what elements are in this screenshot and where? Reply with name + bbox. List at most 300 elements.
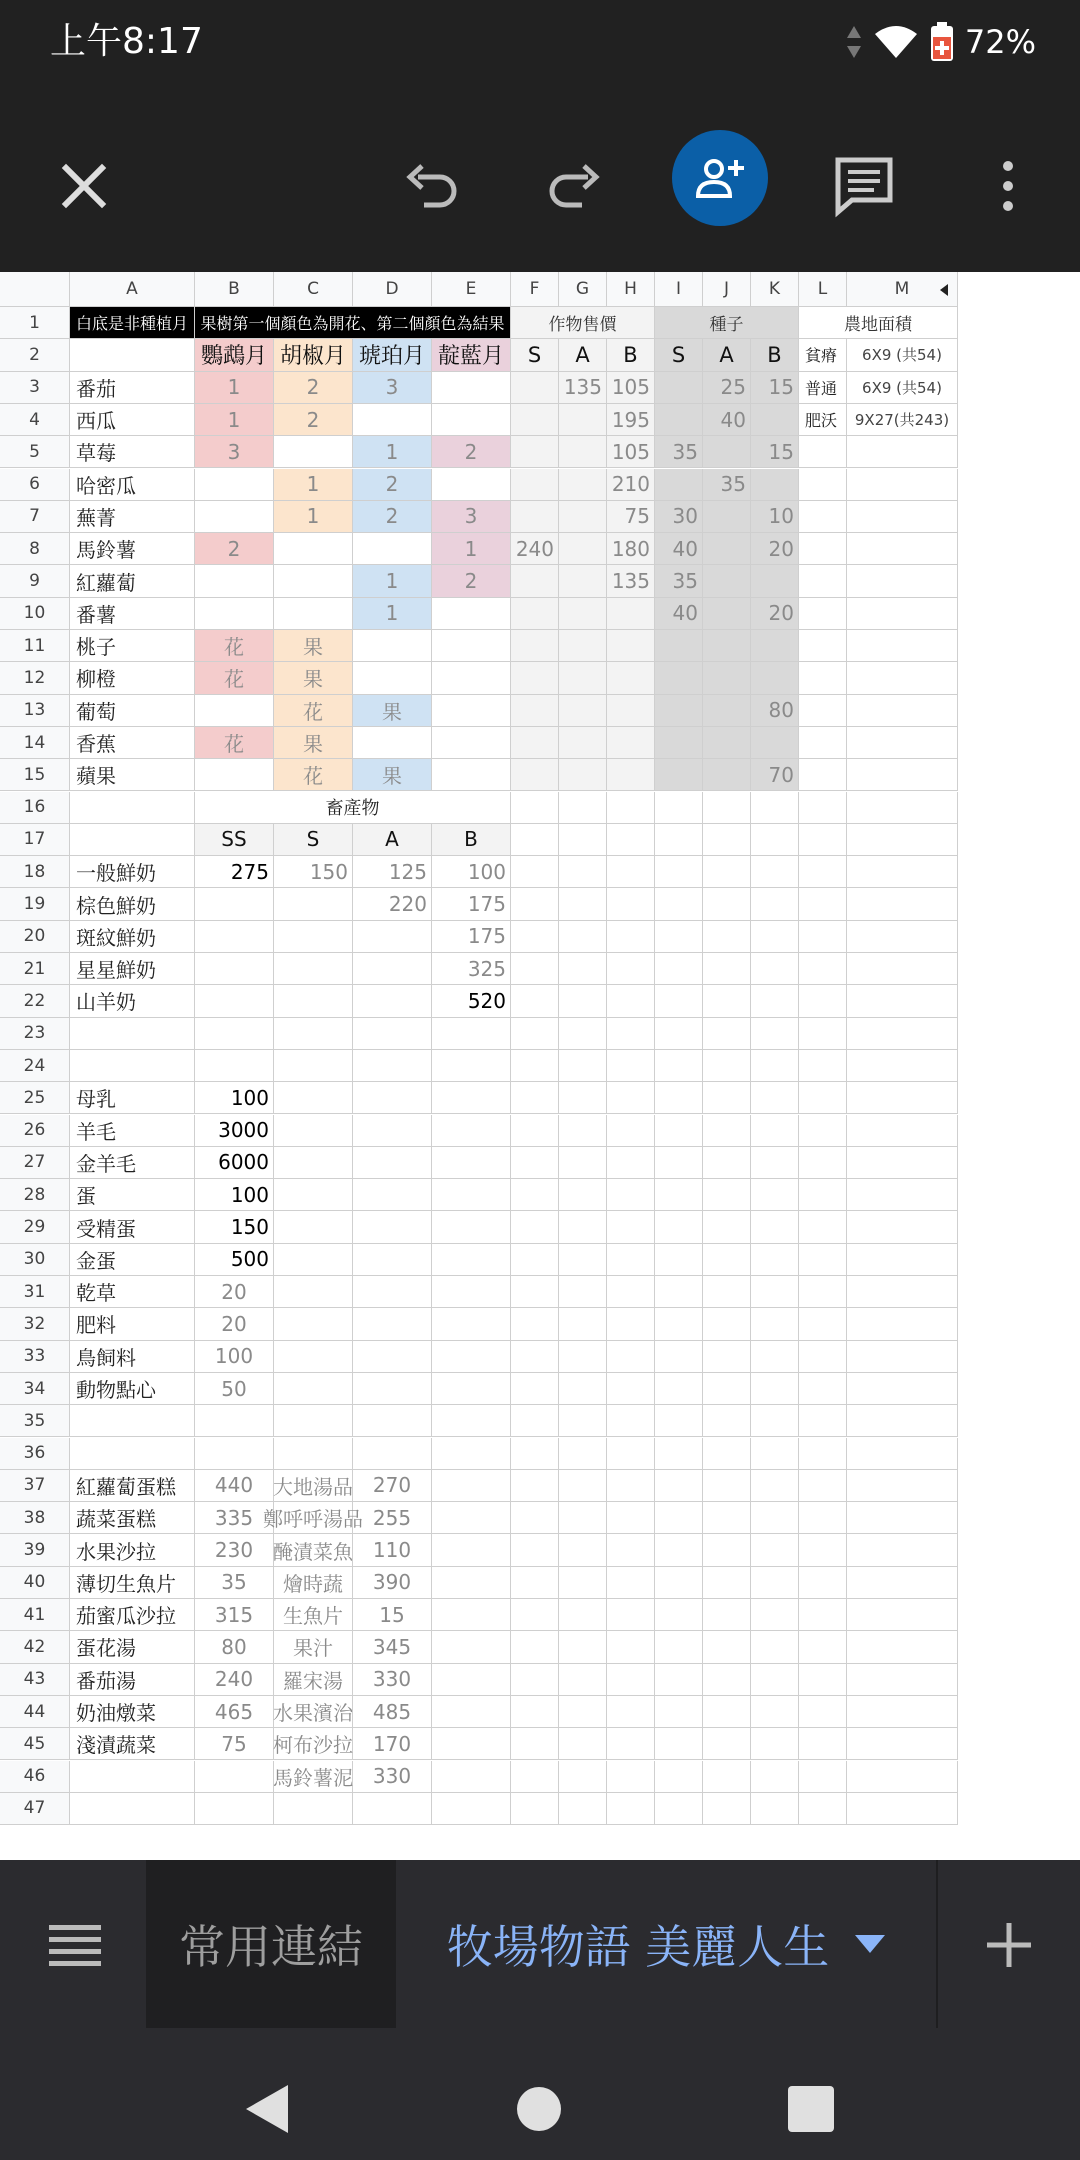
table-cell[interactable] (511, 695, 559, 727)
table-cell[interactable] (195, 1179, 274, 1211)
column-header-h[interactable]: H (607, 272, 655, 307)
table-cell[interactable] (70, 921, 195, 953)
table-cell[interactable] (353, 436, 432, 468)
table-cell[interactable] (655, 824, 703, 856)
table-cell[interactable] (559, 1341, 607, 1373)
table-cell[interactable] (559, 1438, 607, 1470)
table-cell[interactable] (799, 985, 847, 1017)
table-cell[interactable] (511, 1438, 559, 1470)
table-cell[interactable] (274, 630, 353, 662)
share-button[interactable] (672, 130, 768, 226)
table-cell[interactable] (559, 1179, 607, 1211)
table-cell[interactable] (274, 1534, 353, 1566)
table-cell[interactable] (432, 1793, 511, 1825)
table-cell[interactable] (353, 1211, 432, 1243)
table-cell[interactable] (751, 533, 799, 565)
table-cell[interactable] (432, 1308, 511, 1340)
table-cell[interactable] (703, 1438, 751, 1470)
table-cell[interactable] (751, 1534, 799, 1566)
table-cell[interactable] (511, 1082, 559, 1114)
table-cell[interactable] (70, 565, 195, 597)
table-cell[interactable] (353, 888, 432, 920)
table-cell[interactable] (511, 1470, 559, 1502)
table-cell[interactable] (195, 888, 274, 920)
table-cell[interactable] (195, 1793, 274, 1825)
table-cell[interactable] (195, 1244, 274, 1276)
table-cell[interactable] (703, 1179, 751, 1211)
table-cell[interactable] (70, 1115, 195, 1147)
table-cell[interactable] (511, 1179, 559, 1211)
table-cell[interactable] (353, 1082, 432, 1114)
table-cell[interactable] (847, 1373, 958, 1405)
table-cell[interactable] (799, 598, 847, 630)
row-header[interactable]: 41 (0, 1599, 70, 1631)
row-header[interactable]: 39 (0, 1534, 70, 1566)
table-cell[interactable] (195, 1211, 274, 1243)
table-cell[interactable] (353, 985, 432, 1017)
table-cell[interactable] (751, 1696, 799, 1728)
table-cell[interactable] (703, 1373, 751, 1405)
table-cell[interactable] (559, 1696, 607, 1728)
table-cell[interactable] (511, 501, 559, 533)
table-cell[interactable] (432, 856, 511, 888)
table-cell[interactable] (511, 856, 559, 888)
table-cell[interactable] (70, 1502, 195, 1534)
table-cell[interactable] (799, 1050, 847, 1082)
table-cell[interactable] (353, 953, 432, 985)
row-header[interactable]: 38 (0, 1502, 70, 1534)
table-cell[interactable] (195, 307, 511, 339)
table-cell[interactable] (195, 1664, 274, 1696)
table-cell[interactable] (511, 953, 559, 985)
table-cell[interactable] (607, 1502, 655, 1534)
table-cell[interactable] (70, 1438, 195, 1470)
more-options-button[interactable] (978, 146, 1038, 226)
table-cell[interactable] (607, 985, 655, 1017)
table-cell[interactable] (655, 953, 703, 985)
table-cell[interactable] (751, 1502, 799, 1534)
table-cell[interactable] (353, 565, 432, 597)
table-cell[interactable] (607, 1211, 655, 1243)
table-cell[interactable] (432, 824, 511, 856)
table-cell[interactable] (432, 1438, 511, 1470)
table-cell[interactable] (274, 1082, 353, 1114)
table-cell[interactable] (353, 759, 432, 791)
table-cell[interactable] (703, 1696, 751, 1728)
table-cell[interactable] (607, 727, 655, 759)
table-cell[interactable] (511, 598, 559, 630)
table-cell[interactable] (847, 1115, 958, 1147)
table-cell[interactable] (655, 759, 703, 791)
table-cell[interactable] (274, 1761, 353, 1793)
home-button[interactable] (494, 2064, 584, 2154)
table-cell[interactable] (607, 565, 655, 597)
table-cell[interactable] (607, 372, 655, 404)
table-cell[interactable] (703, 856, 751, 888)
table-cell[interactable] (703, 1502, 751, 1534)
table-cell[interactable] (847, 856, 958, 888)
table-cell[interactable] (274, 824, 353, 856)
table-cell[interactable] (751, 1244, 799, 1276)
table-cell[interactable] (274, 533, 353, 565)
table-cell[interactable] (703, 1793, 751, 1825)
column-header-i[interactable]: I (655, 272, 703, 307)
table-cell[interactable] (432, 436, 511, 468)
table-cell[interactable] (274, 695, 353, 727)
row-header[interactable]: 29 (0, 1211, 70, 1243)
table-cell[interactable] (511, 1631, 559, 1663)
table-cell[interactable] (70, 856, 195, 888)
table-cell[interactable] (559, 1728, 607, 1760)
table-cell[interactable] (195, 695, 274, 727)
table-cell[interactable] (274, 1696, 353, 1728)
table-cell[interactable] (703, 1082, 751, 1114)
table-cell[interactable] (655, 1470, 703, 1502)
table-cell[interactable] (274, 1179, 353, 1211)
table-cell[interactable] (432, 1211, 511, 1243)
table-cell[interactable] (751, 1341, 799, 1373)
table-cell[interactable] (655, 598, 703, 630)
table-cell[interactable] (353, 824, 432, 856)
column-header-m[interactable]: M (847, 272, 958, 307)
table-cell[interactable] (607, 921, 655, 953)
table-cell[interactable] (847, 1276, 958, 1308)
table-cell[interactable] (703, 565, 751, 597)
table-cell[interactable] (607, 469, 655, 501)
table-cell[interactable] (607, 1599, 655, 1631)
table-cell[interactable] (607, 501, 655, 533)
table-cell[interactable] (847, 1405, 958, 1437)
table-cell[interactable] (607, 1664, 655, 1696)
row-header[interactable]: 1 (0, 307, 70, 339)
table-cell[interactable] (799, 824, 847, 856)
table-cell[interactable] (70, 1373, 195, 1405)
table-cell[interactable] (511, 1308, 559, 1340)
table-cell[interactable] (274, 662, 353, 694)
table-cell[interactable] (559, 1147, 607, 1179)
table-cell[interactable] (70, 1147, 195, 1179)
table-cell[interactable] (607, 662, 655, 694)
table-cell[interactable] (274, 1244, 353, 1276)
row-header[interactable]: 20 (0, 921, 70, 953)
table-cell[interactable] (195, 1599, 274, 1631)
table-cell[interactable] (274, 1373, 353, 1405)
comment-button[interactable] (824, 146, 904, 226)
table-cell[interactable] (607, 1761, 655, 1793)
table-cell[interactable] (511, 1276, 559, 1308)
row-header[interactable]: 17 (0, 824, 70, 856)
table-cell[interactable] (274, 1115, 353, 1147)
table-cell[interactable] (432, 1244, 511, 1276)
table-cell[interactable] (274, 1470, 353, 1502)
table-cell[interactable] (511, 1567, 559, 1599)
table-cell[interactable] (751, 856, 799, 888)
table-cell[interactable] (353, 1502, 432, 1534)
table-cell[interactable] (847, 1470, 958, 1502)
table-cell[interactable] (655, 404, 703, 436)
row-header[interactable]: 7 (0, 501, 70, 533)
table-cell[interactable] (847, 824, 958, 856)
table-cell[interactable] (607, 759, 655, 791)
table-cell[interactable] (607, 1567, 655, 1599)
table-cell[interactable] (432, 662, 511, 694)
table-cell[interactable] (799, 469, 847, 501)
table-cell[interactable] (353, 469, 432, 501)
table-cell[interactable] (655, 856, 703, 888)
row-header[interactable]: 21 (0, 953, 70, 985)
table-cell[interactable] (847, 1696, 958, 1728)
table-cell[interactable] (559, 501, 607, 533)
row-header[interactable]: 12 (0, 662, 70, 694)
table-cell[interactable] (559, 824, 607, 856)
row-header[interactable]: 40 (0, 1567, 70, 1599)
table-cell[interactable] (274, 1211, 353, 1243)
table-cell[interactable] (751, 339, 799, 371)
table-cell[interactable] (353, 1728, 432, 1760)
table-cell[interactable] (353, 1599, 432, 1631)
table-cell[interactable] (607, 953, 655, 985)
table-cell[interactable] (195, 1115, 274, 1147)
row-header[interactable]: 32 (0, 1308, 70, 1340)
table-cell[interactable] (559, 339, 607, 371)
table-cell[interactable] (703, 662, 751, 694)
table-cell[interactable] (511, 1147, 559, 1179)
table-cell[interactable] (195, 1405, 274, 1437)
table-cell[interactable] (703, 1567, 751, 1599)
table-cell[interactable] (799, 1599, 847, 1631)
table-cell[interactable] (751, 1373, 799, 1405)
table-cell[interactable] (432, 339, 511, 371)
table-cell[interactable] (511, 339, 559, 371)
table-cell[interactable] (511, 1502, 559, 1534)
table-cell[interactable] (511, 1341, 559, 1373)
table-cell[interactable] (751, 1308, 799, 1340)
table-cell[interactable] (70, 1567, 195, 1599)
table-cell[interactable] (655, 1276, 703, 1308)
table-cell[interactable] (751, 1211, 799, 1243)
table-cell[interactable] (847, 695, 958, 727)
table-cell[interactable] (559, 953, 607, 985)
redo-button[interactable] (534, 146, 614, 226)
table-cell[interactable] (847, 436, 958, 468)
table-cell[interactable] (511, 824, 559, 856)
table-cell[interactable] (274, 598, 353, 630)
table-cell[interactable] (655, 1018, 703, 1050)
table-cell[interactable] (559, 695, 607, 727)
table-cell[interactable] (432, 1276, 511, 1308)
table-cell[interactable] (353, 1534, 432, 1566)
table-cell[interactable] (432, 630, 511, 662)
table-cell[interactable] (70, 1599, 195, 1631)
row-header[interactable]: 18 (0, 856, 70, 888)
table-cell[interactable] (559, 404, 607, 436)
row-header[interactable]: 3 (0, 372, 70, 404)
table-cell[interactable] (799, 1761, 847, 1793)
table-cell[interactable] (655, 662, 703, 694)
table-cell[interactable] (607, 1147, 655, 1179)
table-cell[interactable] (353, 1179, 432, 1211)
table-cell[interactable] (559, 1211, 607, 1243)
table-cell[interactable] (847, 1761, 958, 1793)
column-header-k[interactable]: K (751, 272, 799, 307)
table-cell[interactable] (847, 565, 958, 597)
table-cell[interactable] (655, 307, 799, 339)
table-cell[interactable] (195, 1050, 274, 1082)
table-cell[interactable] (799, 1438, 847, 1470)
table-cell[interactable] (799, 792, 847, 824)
table-cell[interactable] (751, 1470, 799, 1502)
row-header[interactable]: 46 (0, 1761, 70, 1793)
table-cell[interactable] (655, 1631, 703, 1663)
table-cell[interactable] (751, 1664, 799, 1696)
table-cell[interactable] (655, 1115, 703, 1147)
table-cell[interactable] (559, 1470, 607, 1502)
table-cell[interactable] (432, 1761, 511, 1793)
table-cell[interactable] (432, 1341, 511, 1373)
table-cell[interactable] (432, 1696, 511, 1728)
table-cell[interactable] (751, 436, 799, 468)
table-cell[interactable] (195, 469, 274, 501)
row-header[interactable]: 30 (0, 1244, 70, 1276)
table-cell[interactable] (511, 1728, 559, 1760)
row-header[interactable]: 10 (0, 598, 70, 630)
table-cell[interactable] (432, 921, 511, 953)
table-cell[interactable] (703, 372, 751, 404)
table-cell[interactable] (703, 921, 751, 953)
table-cell[interactable] (353, 1276, 432, 1308)
table-cell[interactable] (655, 1534, 703, 1566)
table-cell[interactable] (559, 1761, 607, 1793)
table-cell[interactable] (703, 1115, 751, 1147)
table-cell[interactable] (195, 1438, 274, 1470)
recents-button[interactable] (766, 2064, 856, 2154)
table-cell[interactable] (703, 598, 751, 630)
table-cell[interactable] (703, 630, 751, 662)
row-header[interactable]: 16 (0, 792, 70, 824)
table-cell[interactable] (847, 630, 958, 662)
table-cell[interactable] (195, 792, 511, 824)
table-cell[interactable] (511, 630, 559, 662)
all-sheets-button[interactable] (30, 1900, 120, 1990)
table-cell[interactable] (799, 1147, 847, 1179)
table-cell[interactable] (799, 1115, 847, 1147)
table-cell[interactable] (847, 1018, 958, 1050)
table-cell[interactable] (353, 339, 432, 371)
table-cell[interactable] (703, 985, 751, 1017)
row-header[interactable]: 8 (0, 533, 70, 565)
table-cell[interactable] (195, 1631, 274, 1663)
table-cell[interactable] (847, 662, 958, 694)
table-cell[interactable] (274, 1341, 353, 1373)
table-cell[interactable] (432, 1599, 511, 1631)
row-header[interactable]: 5 (0, 436, 70, 468)
table-cell[interactable] (432, 469, 511, 501)
table-cell[interactable] (195, 1341, 274, 1373)
table-cell[interactable] (751, 985, 799, 1017)
table-cell[interactable] (195, 856, 274, 888)
table-cell[interactable] (195, 372, 274, 404)
table-cell[interactable] (511, 921, 559, 953)
select-all-corner[interactable] (0, 272, 70, 307)
row-header[interactable]: 23 (0, 1018, 70, 1050)
row-header[interactable]: 11 (0, 630, 70, 662)
table-cell[interactable] (353, 1761, 432, 1793)
table-cell[interactable] (511, 1599, 559, 1631)
table-cell[interactable] (195, 1696, 274, 1728)
table-cell[interactable] (274, 1793, 353, 1825)
row-header[interactable]: 36 (0, 1438, 70, 1470)
table-cell[interactable] (195, 1470, 274, 1502)
column-header-a[interactable]: A (70, 272, 195, 307)
table-cell[interactable] (799, 662, 847, 694)
table-cell[interactable] (655, 1502, 703, 1534)
row-header[interactable]: 2 (0, 339, 70, 371)
table-cell[interactable] (607, 1438, 655, 1470)
table-cell[interactable] (559, 533, 607, 565)
table-cell[interactable] (274, 565, 353, 597)
table-cell[interactable] (274, 856, 353, 888)
table-cell[interactable] (432, 565, 511, 597)
table-cell[interactable] (70, 888, 195, 920)
table-cell[interactable] (559, 1793, 607, 1825)
table-cell[interactable] (559, 1502, 607, 1534)
table-cell[interactable] (799, 921, 847, 953)
table-cell[interactable] (70, 1244, 195, 1276)
table-cell[interactable] (847, 1179, 958, 1211)
table-cell[interactable] (751, 469, 799, 501)
row-header[interactable]: 47 (0, 1793, 70, 1825)
table-cell[interactable] (195, 501, 274, 533)
table-cell[interactable] (432, 372, 511, 404)
table-cell[interactable] (751, 1050, 799, 1082)
table-cell[interactable] (799, 372, 847, 404)
column-header-c[interactable]: C (274, 272, 353, 307)
table-cell[interactable] (799, 630, 847, 662)
table-cell[interactable] (511, 1664, 559, 1696)
table-cell[interactable] (511, 436, 559, 468)
table-cell[interactable] (559, 1276, 607, 1308)
table-cell[interactable] (703, 1276, 751, 1308)
table-cell[interactable] (353, 1696, 432, 1728)
table-cell[interactable] (432, 1664, 511, 1696)
table-cell[interactable] (607, 1244, 655, 1276)
table-cell[interactable] (607, 533, 655, 565)
table-cell[interactable] (847, 1147, 958, 1179)
table-cell[interactable] (70, 598, 195, 630)
scroll-left-arrow-icon[interactable] (940, 284, 948, 296)
table-cell[interactable] (607, 339, 655, 371)
table-cell[interactable] (559, 888, 607, 920)
table-cell[interactable] (655, 1244, 703, 1276)
table-cell[interactable] (274, 1438, 353, 1470)
table-cell[interactable] (751, 630, 799, 662)
table-cell[interactable] (70, 1793, 195, 1825)
table-cell[interactable] (607, 1082, 655, 1114)
table-cell[interactable] (353, 921, 432, 953)
table-cell[interactable] (799, 1373, 847, 1405)
table-cell[interactable] (559, 1308, 607, 1340)
table-cell[interactable] (70, 727, 195, 759)
table-cell[interactable] (655, 372, 703, 404)
table-cell[interactable] (703, 436, 751, 468)
table-cell[interactable] (195, 824, 274, 856)
table-cell[interactable] (432, 1373, 511, 1405)
table-cell[interactable] (799, 888, 847, 920)
table-cell[interactable] (195, 953, 274, 985)
table-cell[interactable] (847, 1534, 958, 1566)
table-cell[interactable] (274, 985, 353, 1017)
table-cell[interactable] (751, 1599, 799, 1631)
